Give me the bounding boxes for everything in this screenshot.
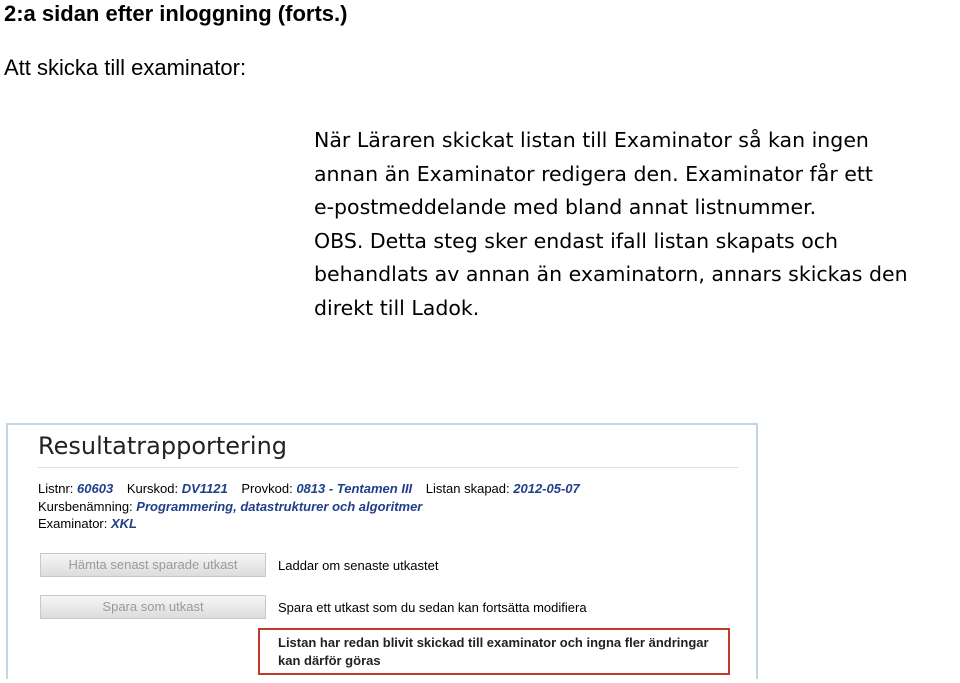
page-title: Resultatrapportering [38, 432, 288, 460]
kurskod-label: Kurskod: [126, 481, 179, 496]
hamta-utkast-button[interactable]: Hämta senast sparade utkast [40, 553, 266, 577]
explanation-line: direkt till Ladok. [314, 295, 480, 320]
spara-utkast-description: Spara ett utkast som du sedan kan fortsätta modifiera [278, 600, 587, 615]
kursbenamning-row [38, 498, 422, 516]
warning-line: Listan har redan blivit skickad till examinator och ingna fler ändringar [278, 635, 709, 650]
kursbenamning-value: Programmering, datastrukturer och algoritmer [136, 499, 423, 514]
listnr-value: 60603 [77, 481, 114, 496]
kursbenamning-label: Kursbenämning: [38, 499, 133, 514]
examinator-value: XKL [111, 516, 137, 531]
provkod-label: Provkod: [241, 481, 293, 496]
embedded-screenshot [6, 423, 758, 679]
slide-subtitle: Att skicka till examinator: [4, 55, 247, 80]
explanation-line: behandlats av annan än examinatorn, annars skickas den [314, 262, 908, 286]
explanation-line: När Läraren skickat listan till Examinator så kan ingen [314, 128, 869, 152]
skapad-value: 2012-05-07 [513, 481, 580, 496]
explanation-text [314, 124, 960, 325]
listnr-label: Listnr: [38, 481, 74, 496]
skapad-label: Listan skapad: [425, 481, 510, 496]
explanation-line: annan än Examinator redigera den. Examinator får ett [314, 161, 873, 186]
examinator-label: Examinator: [38, 516, 108, 531]
warning-line: kan därför göras [278, 653, 381, 668]
title-divider [38, 467, 738, 468]
slide-title: 2:a sidan efter inloggning (forts.) [4, 1, 348, 26]
hamta-utkast-description: Laddar om senaste utkastet [278, 558, 439, 573]
spara-utkast-button[interactable]: Spara som utkast [40, 595, 266, 619]
list-info-row [38, 480, 580, 498]
explanation-line: OBS. Detta steg sker endast ifall listan skapats och [314, 228, 839, 253]
explanation-line: e-postmeddelande med bland annat listnummer. [314, 195, 817, 219]
already-sent-warning [258, 628, 730, 675]
kurskod-value: DV1121 [181, 481, 228, 496]
provkod-value: 0813 - Tentamen III [296, 481, 413, 496]
examinator-row [38, 515, 137, 533]
